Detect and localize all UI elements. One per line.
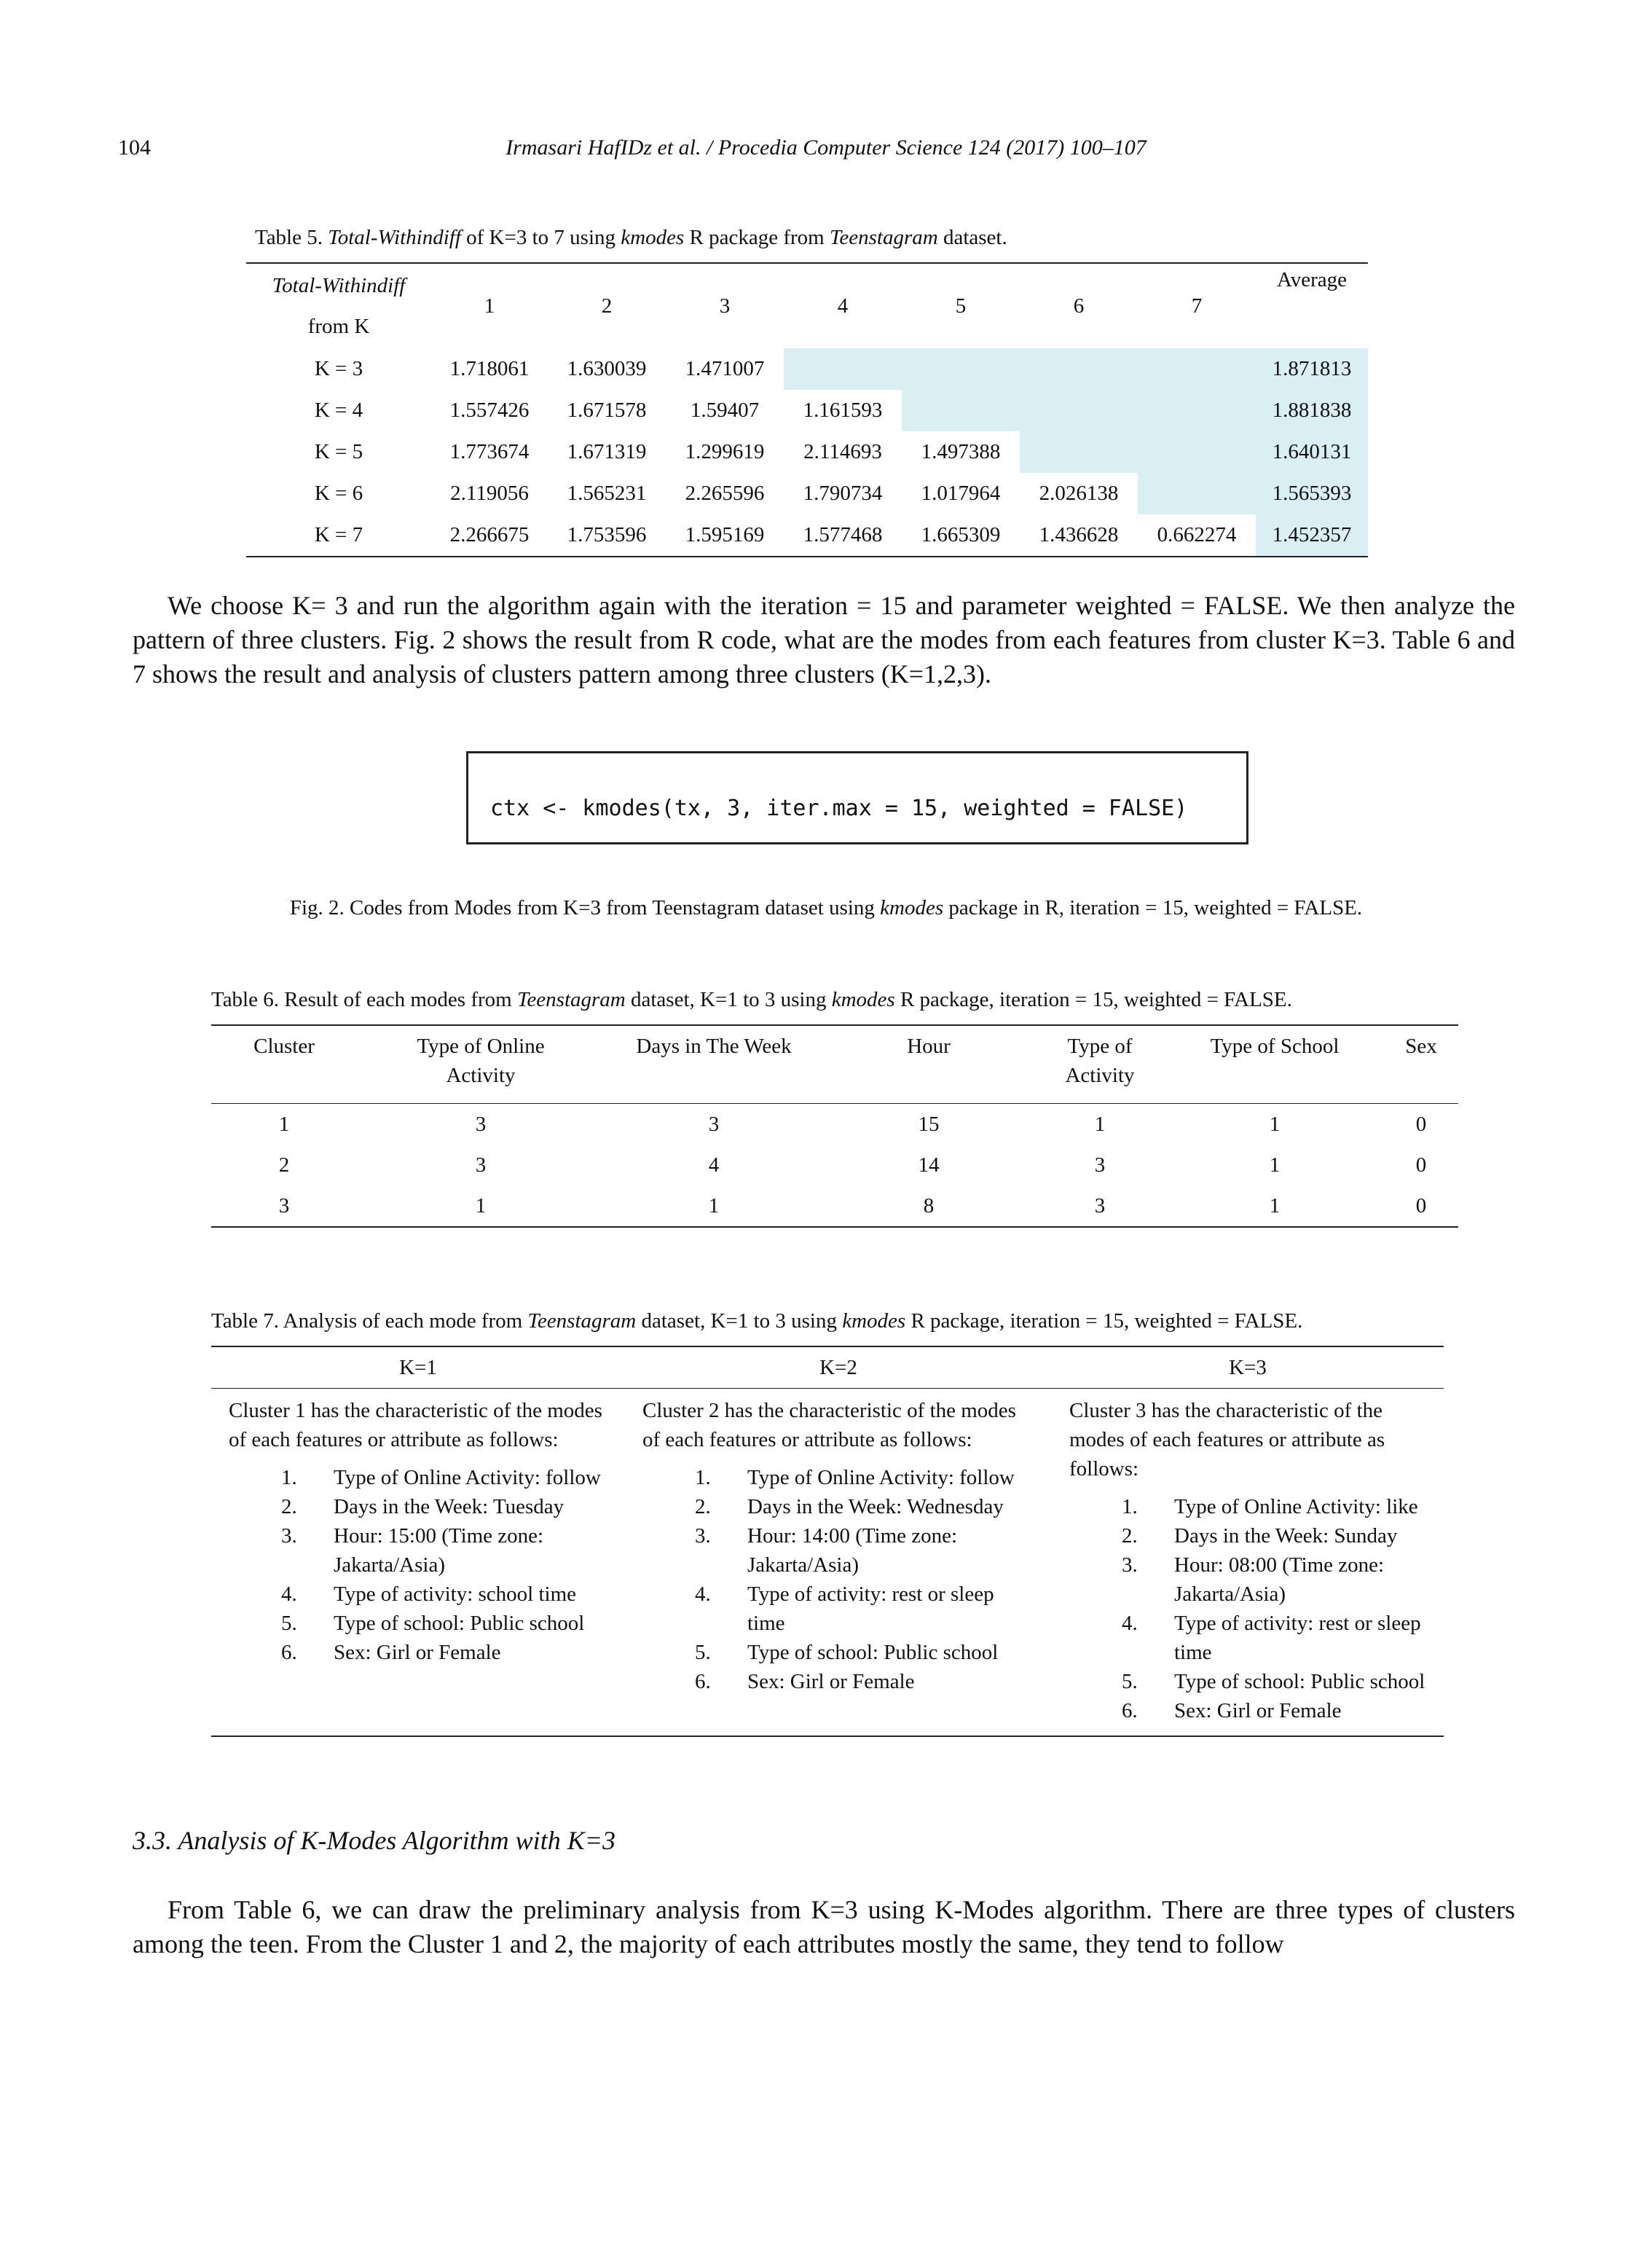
table6-header-row [211,1025,1458,1104]
table-row [246,431,1368,473]
table6-col-header: Sex [1384,1025,1458,1104]
cell [902,348,1020,390]
list-text: Sex: Girl or Female [747,1670,915,1693]
caption-text: kmodes [880,896,944,919]
caption-text: Table 5. [255,226,329,249]
cell [1138,431,1256,473]
cell [1138,390,1256,431]
cell [1020,431,1138,473]
average-cell: 1.452357 [1256,514,1368,557]
cell: 2.114693 [803,440,882,463]
caption-text: kmodes [831,988,895,1011]
cell: 15 [918,1112,940,1136]
cell: 1.161593 [803,399,883,422]
cell: 0 [1415,1112,1427,1136]
cell: 3 [1094,1153,1106,1177]
body-paragraph: We choose K= 3 and run the algorithm again with the iteration = 15 and parameter weighted = FALSE. We then analyze the pattern of three clusters. Fig. 2 shows the result from R code, what are the modes from each features from cluster K=3. Table 6 and 7 shows the result and analysis of clusters pattern among three clusters (K=1,2,3). [133,591,1515,689]
cell: 1 [357,1185,605,1227]
caption-text: R package, iteration = 15, weighted = FALSE. [894,988,1292,1011]
list-text: Type of school: Public school [747,1641,999,1664]
cell: 1.773674 [449,440,530,463]
cluster-analysis-cell [211,1389,625,1737]
list-text: Sex: Girl or Female [334,1641,501,1664]
average-cell: 1.640131 [1256,431,1368,473]
caption-text: kmodes [621,226,685,249]
table5-header-row [246,263,1368,348]
average-cell: 1.871813 [1256,348,1368,390]
cell: 1.671578 [567,399,647,422]
table7-col-header: K=3 [1052,1346,1444,1389]
table6-col-header: Hour [823,1025,1034,1104]
cell: 1.665309 [902,514,1020,557]
caption-text: Teenstagram [527,1309,637,1333]
cell: 2.119056 [450,482,529,505]
cluster-intro: Cluster 3 has the characteristic of the modes of each features or attribute as follows: [1069,1399,1385,1481]
list-number: 5. [281,1612,297,1635]
list-text: Type of Online Activity: like [1174,1495,1418,1518]
cell: 1 [1269,1153,1281,1177]
table6-col-header: Days in The Week [605,1025,823,1104]
average-cell: 1.565393 [1256,473,1368,514]
list-item [1069,1521,1426,1550]
section-heading: 3.3. Analysis of K-Modes Algorithm with K=3 [133,1826,615,1855]
cell: 1.630039 [567,357,647,380]
code-text: ctx <- kmodes(tx, 3, iter.max = 15, weighted = FALSE) [490,796,1188,821]
list-number: 6. [695,1670,711,1693]
caption-text: Total-Withindiff [328,226,461,249]
cell: 1.577468 [784,514,902,557]
table7-col-header: K=2 [625,1346,1052,1389]
list-item [1069,1492,1426,1521]
list-item [1069,1667,1426,1696]
list-number: 3. [1122,1553,1138,1577]
cell [1020,348,1138,390]
cell [1138,348,1256,390]
table7 [211,1346,1444,1737]
caption-text: Fig. 2. Codes from Modes from K=3 from Teenstagram dataset using [289,896,881,919]
cell [1138,473,1256,514]
list-item [642,1638,1034,1667]
list-item [229,1521,607,1580]
cell: 1.59407 [690,399,760,422]
cell: 1 [1094,1112,1106,1136]
table6-col-header: Type of Online Activity [357,1025,605,1104]
cell: 1.017964 [921,482,1001,505]
list-number: 4. [281,1583,297,1606]
table-row [211,1389,1444,1737]
figure2-caption [0,896,1652,920]
list-number: 4. [695,1583,711,1606]
list-number: 5. [1122,1670,1138,1693]
list-text: Type of school: Public school [334,1612,585,1635]
cell: 0 [1415,1153,1427,1177]
cell: 2.265596 [685,482,765,505]
cluster-intro: Cluster 1 has the characteristic of the modes of each features or attribute as follows: [229,1399,602,1451]
list-text: Type of activity: rest or sleep time [747,1583,994,1635]
corner-line: from K [307,315,370,338]
cell: 1.497388 [921,440,1001,463]
cell: 1.436628 [1020,514,1138,557]
list-item [642,1667,1034,1696]
list-item [229,1580,607,1609]
list-number: 1. [695,1466,711,1489]
list-number: 4. [1122,1612,1138,1635]
caption-text: Table 7. Analysis of each mode from [211,1309,528,1333]
cluster-attribute-list [642,1463,1034,1696]
caption-text: kmodes [842,1309,906,1333]
table-row [246,514,1368,557]
list-text: Type of Online Activity: follow [334,1466,601,1489]
list-item [229,1492,607,1521]
table-row [246,390,1368,431]
cell: 2 [278,1153,290,1177]
list-number: 5. [695,1641,711,1664]
caption-text: package in R, iteration = 15, weighted = FALSE. [943,896,1363,919]
cell: 1.299619 [685,440,765,463]
cell: 8 [823,1185,1034,1227]
table5-col-header: 2 [548,263,666,348]
cell: 3 [708,1112,720,1136]
table5-col-header: 4 [784,263,902,348]
list-item [1069,1696,1426,1725]
list-text: Days in the Week: Wednesday [747,1495,1004,1518]
row-label: K = 7 [246,514,431,557]
table5-col-header: 1 [431,263,548,348]
list-number: 6. [281,1641,297,1664]
table-row [211,1145,1458,1185]
row-label: K = 3 [314,357,363,380]
list-number: 2. [695,1495,711,1518]
caption-text: R package from [684,226,830,249]
cell: 2.026138 [1039,482,1119,505]
cell: 4 [708,1153,720,1177]
row-label: K = 5 [314,440,363,463]
caption-text: dataset, K=1 to 3 using [636,1309,843,1333]
cell: 3 [211,1185,357,1227]
table7-header-row [211,1346,1444,1389]
cell: 3 [475,1153,487,1177]
cell: 0 [1384,1185,1458,1227]
cell: 14 [918,1153,940,1177]
caption-text: of K=3 to 7 using [460,226,621,249]
cell: 3 [475,1112,487,1136]
cluster-attribute-list [229,1463,607,1667]
table5-col-header: 6 [1020,263,1138,348]
cell: 1.753596 [548,514,666,557]
table5 [246,262,1368,557]
table6 [211,1024,1458,1228]
list-text: Hour: 08:00 (Time zone: Jakarta/Asia) [1174,1553,1385,1606]
table6-col-header: Cluster [211,1025,357,1104]
cluster-intro: Cluster 2 has the characteristic of the modes of each features or attribute as follows: [642,1399,1016,1451]
cell [902,390,1020,431]
table7-col-header: K=1 [211,1346,625,1389]
cell: 1 [605,1185,823,1227]
cell: 1.595169 [666,514,784,557]
row-label: K = 4 [314,399,363,422]
table-row [211,1104,1458,1145]
cell: 3 [1034,1185,1165,1227]
caption-text: Teenstagram [516,988,626,1011]
caption-text: Table 6. Result of each modes from [211,988,517,1011]
table-row [211,1185,1458,1227]
cell: 1 [1269,1112,1281,1136]
list-item [1069,1550,1426,1609]
caption-text: Teenstagram [829,226,938,249]
cell: 1.718061 [449,357,530,380]
table7-caption [211,1309,1302,1333]
table-row [246,473,1368,514]
cell [784,348,902,390]
list-item [229,1638,607,1667]
cell: 1.671319 [567,440,647,463]
list-number: 1. [1122,1495,1138,1518]
list-number: 1. [281,1466,297,1489]
list-number: 3. [281,1524,297,1548]
list-text: Days in the Week: Tuesday [334,1495,565,1518]
list-item [229,1463,607,1492]
caption-text: dataset, K=1 to 3 using [625,988,832,1011]
list-item [229,1609,607,1638]
table5-average-header: Average [1256,263,1368,348]
table5-col-header: 7 [1138,263,1256,348]
cell: 2.266675 [431,514,548,557]
list-text: Hour: 15:00 (Time zone: Jakarta/Asia) [334,1524,544,1577]
average-cell: 1.881838 [1256,390,1368,431]
cell: 1 [278,1112,290,1136]
row-label: K = 6 [314,482,363,505]
cell: 1.790734 [803,482,883,505]
list-text: Sex: Girl or Female [1174,1699,1342,1722]
list-item [642,1521,1034,1580]
table6-col-header: Type of Activity [1034,1025,1165,1104]
list-text: Type of activity: school time [334,1583,577,1606]
table6-caption [211,988,1292,1012]
list-item [642,1463,1034,1492]
running-title: Irmasari HafIDz et al. / Procedia Computer Science 124 (2017) 100–107 [506,136,1146,160]
list-text: Type of activity: rest or sleep time [1174,1612,1421,1664]
code-figure [466,751,1248,844]
list-number: 3. [695,1524,711,1548]
list-item [1069,1609,1426,1667]
list-number: 6. [1122,1699,1138,1722]
cluster-analysis-cell [1052,1389,1444,1737]
cell: 1.565231 [567,482,647,505]
cell: 1.557426 [449,399,530,422]
table5-col-header: 3 [666,263,784,348]
body-paragraph: From Table 6, we can draw the preliminary analysis from K=3 using K-Modes algorithm. There are three types of clusters among the teen. From the Cluster 1 and 2, the majority of each attributes mostly the same, they tend to follow [133,1895,1515,1958]
cluster-attribute-list [1069,1492,1426,1725]
list-item [642,1492,1034,1521]
cell: 1 [1165,1185,1384,1227]
table5-col-header: 5 [902,263,1020,348]
caption-text: dataset. [937,226,1007,249]
table5-caption [255,226,1007,250]
table5-corner-header [246,263,431,348]
list-text: Days in the Week: Sunday [1174,1524,1398,1548]
caption-text: R package, iteration = 15, weighted = FALSE. [905,1309,1303,1333]
page-number: 104 [118,136,151,160]
cluster-analysis-cell [625,1389,1052,1737]
list-number: 2. [281,1495,297,1518]
table6-col-header: Type of School [1165,1025,1384,1104]
list-text: Hour: 14:00 (Time zone: Jakarta/Asia) [747,1524,958,1577]
cell: 1.471007 [685,357,765,380]
list-text: Type of Online Activity: follow [747,1466,1015,1489]
list-number: 2. [1122,1524,1138,1548]
cell [1020,390,1138,431]
list-text: Type of school: Public school [1174,1670,1425,1693]
cell: 0.662274 [1138,514,1256,557]
table-row [246,348,1368,390]
list-item [642,1580,1034,1638]
corner-line: Total-Withindiff [272,274,406,297]
